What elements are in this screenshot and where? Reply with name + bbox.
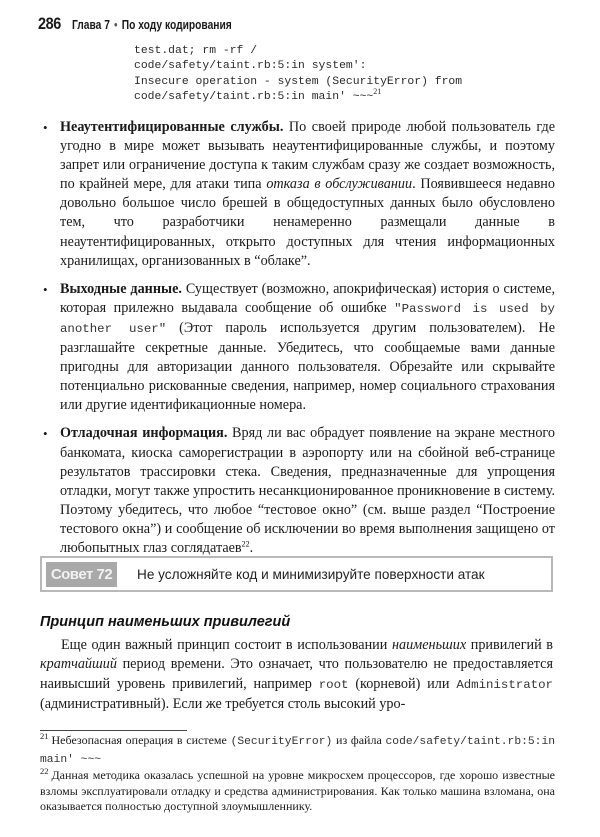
bullet-item-debug-info xyxy=(43,424,555,558)
text: (корневой) или xyxy=(348,675,457,692)
code-line: test.dat; rm -rf / xyxy=(134,45,258,57)
body-paragraph xyxy=(40,636,553,715)
tip-badge: Совет 72 xyxy=(46,562,117,587)
bullet-text: По своей природе любой пользователь где угодно в мире может вызывать неаутентифицированные службы, и поэтому запрет или ограничение доступа к таким службам сразу же создает возможность, по крайней мере, для атаки типа xyxy=(60,119,555,193)
inline-code: Administrator xyxy=(456,677,553,692)
chapter-title: По ходу кодирования xyxy=(121,18,232,32)
bullet-list xyxy=(43,118,556,567)
inline-code: "Password is used by another user" xyxy=(60,301,555,336)
footnote-text: Небезопасная операция в системе xyxy=(51,733,231,747)
bullet-text: Существует (возможно, апокрифическая) история о системе, которая прилежно выдавала сообщение об ошибке xyxy=(60,280,556,316)
footnote-text: Данная методика оказалась успешной на уровне микросхем процессоров, где хорошо известные взломы эксплуатировали отладку и средства администрирования. Как только машина взломана, она оказывается полностью доступной злоумышленнику. xyxy=(40,768,555,813)
footnotes xyxy=(40,733,555,815)
chapter-heading xyxy=(72,18,232,32)
footnote-22 xyxy=(40,768,555,815)
footnote-divider xyxy=(40,730,187,731)
code-line: code/safety/taint.rb:5:in main' ~~~ xyxy=(134,90,374,103)
text: период времени. Это означает, что пользователю не предоставляется наивысший уровень привилегий, например xyxy=(40,656,553,692)
section-heading: Принцип наименьших привилегий xyxy=(40,614,291,630)
tip-box xyxy=(40,556,553,592)
running-header xyxy=(38,14,267,34)
footnote-number: 21 xyxy=(40,731,49,741)
bullet-separator-icon: • xyxy=(114,18,118,32)
bullet-text: Вряд ли вас обрадует появление на экране местного банкомата, киоска саморегистрации в аэропорту или на сбойной веб-странице результатов трассировки стека. Сведения, предназначенные для упрощения отладки, могут также упростить несанкционированное проникновение в систему. Поэтому убедитесь, что любое “тестовое окно” (см. выше раздел “Построение тестового окна”) и сообщение об исключении во время выполнения защищено от любопытных глаз соглядатаев xyxy=(60,425,555,556)
footnote-ref[interactable]: 21 xyxy=(373,87,382,97)
footnote-number: 22 xyxy=(40,766,49,776)
bullet-title: Отладочная информация. xyxy=(60,425,228,442)
footnote-ref[interactable]: 22 xyxy=(241,539,250,549)
inline-code: (SecurityError) xyxy=(230,736,333,748)
bullet-text: . xyxy=(249,539,254,556)
footnote-text: из файла xyxy=(332,733,386,747)
text: привилегий в xyxy=(466,637,553,653)
tip-text: Не усложняйте код и минимизируйте поверхности атак xyxy=(137,566,485,582)
bullet-item-unauthenticated-services xyxy=(43,118,555,271)
bullet-text: (Этот пароль используется другим пользователем). Не разглашайте секретные данные. Убедитесь, что сообщаемые вами данные пригодны для авторизации данного пользователя. Обрезайте или скрывайте потенциально рискованные сведения, например, номер социального страхования или другие идентификационные номера. xyxy=(60,319,555,414)
bullet-italic: отказа в обслуживании xyxy=(266,176,413,193)
code-line-with-ref xyxy=(134,87,462,105)
code-line: code/safety/taint.rb:5:in system': xyxy=(134,60,367,73)
footnote-21 xyxy=(40,733,555,768)
bullet-item-output-data xyxy=(43,280,556,416)
bullet-text: . Появившееся недавно довольно большое число брешей в общедоступных данных было обусловлено тем, что разработчики ненамеренно размещали данные в неаутентифицированных, открыто доступных для чтения информационных хранилищах, организованных в “облаке”. xyxy=(60,176,555,269)
bullet-icon: • xyxy=(43,281,48,297)
chapter-label: Глава 7 xyxy=(72,18,110,32)
page-number: 286 xyxy=(38,14,61,33)
bullet-icon: • xyxy=(43,120,48,135)
bullet-title: Выходные данные. xyxy=(60,280,182,297)
code-listing xyxy=(134,44,462,105)
italic-text: наименьших xyxy=(391,637,467,653)
bullet-icon: • xyxy=(43,426,48,442)
inline-code: code/safety/taint.rb:5:in main' ~~~ xyxy=(40,736,556,766)
inline-code: root xyxy=(318,677,349,692)
italic-text: кратчайший xyxy=(40,656,117,673)
bullet-title: Неаутентифицированные службы. xyxy=(60,119,284,135)
text: Еще один важный принцип состоит в использовании xyxy=(61,637,392,653)
text: (административный). Если же требуется столь высокий уро- xyxy=(40,696,406,713)
code-line: Insecure operation - system (SecurityError) from xyxy=(134,75,463,88)
